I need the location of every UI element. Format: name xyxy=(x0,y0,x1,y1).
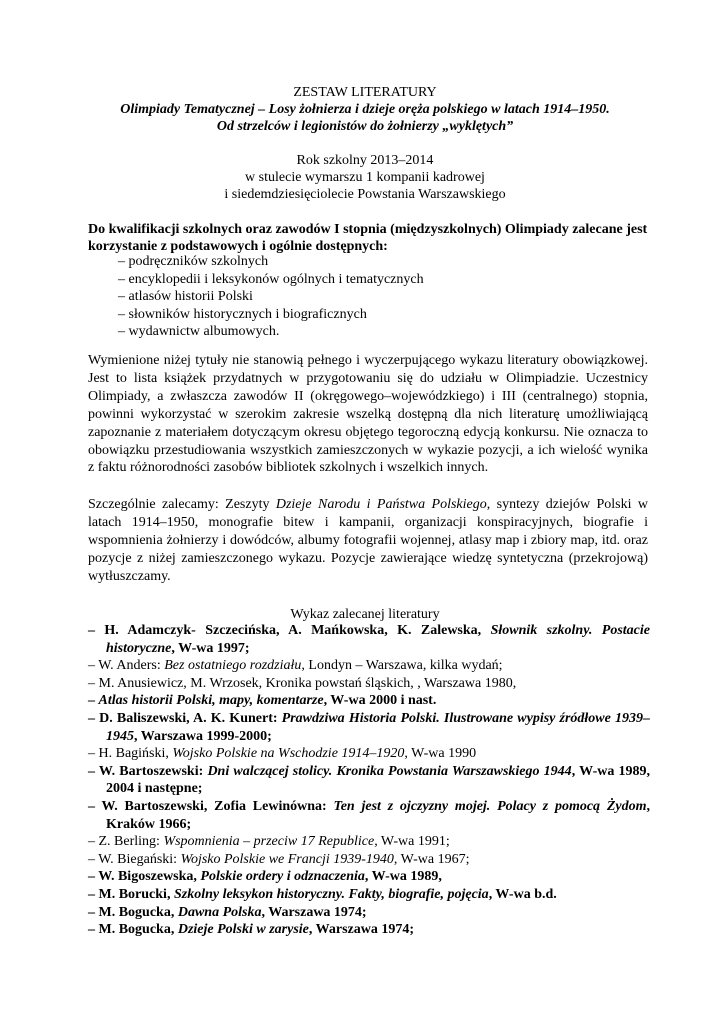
paragraph-1: Wymienione niżej tytuły nie stanowią pełnego i wyczerpującego wykazu literatury obowiązkowej. Jest to lista książek przydatnych w przygotowaniu się do udziału w Olimpiadzie. Uczestnicy Olimpiady, a zwłaszcza zawodów II (okręgowego–wojewódzkiego) i III (centralnego) stopnia, powinni wykorzystać w szerokim zakresie wszelką dostępną dla nich literaturę umożliwiającą zapoznanie z materiałem dotyczącym okresu objętego tegoroczną edycją konkursu. Nie oznacza to obowiązku przestudiowania wszystkich zamieszczonych w wykazie pozycji, a ich wielość wynika z faktu różnorodności zasobów bibliotek szkolnych i wszelkich innych. xyxy=(88,353,648,476)
literature-item: – M. Bogucka, Dawna Polska, Warszawa 1974; xyxy=(88,904,367,920)
list-item: – słowników historycznych i biograficznych xyxy=(118,306,367,322)
list-item: – encyklopedii i leksykonów ogólnych i tematycznych xyxy=(118,271,424,287)
literature-item: – W. Biegański: Wojsko Polskie we Francji 1939-1940, W-wa 1967; xyxy=(88,851,470,867)
document-subtitle-2: Od strzelców i legionistów do żołnierzy „wyklętych” xyxy=(216,119,514,134)
list-item: – wydawnictw albumowych. xyxy=(118,324,280,340)
literature-item: – W. Bartoszewski: Dni walczącej stolicy. Kronika Powstania Warszawskiego 1944, W-wa 1989, 2004 i następne; xyxy=(88,763,651,797)
literature-item: – M. Anusiewicz, M. Wrzosek, Kronika powstań śląskich, , Warszawa 1980, xyxy=(88,675,517,691)
literature-item: – Atlas historii Polski, mapy, komentarze, W-wa 2000 i nast. xyxy=(88,693,437,709)
literature-item: – M. Borucki, Szkolny leksykon historyczny. Fakty, biografie, pojęcia, W-wa b.d. xyxy=(88,886,557,902)
series-title: Dzieje Narodu i Państwa Polskiego xyxy=(275,497,487,512)
school-year: Rok szkolny 2013–2014 xyxy=(296,153,434,168)
anniversary-line-2: i siedemdziesięciolecie Powstania Warszawskiego xyxy=(224,187,506,202)
document-subtitle-1: Olimpiady Tematycznej – Losy żołnierza i dzieje oręża polskiego w latach 1914–1950. xyxy=(120,102,610,117)
literature-item: – H. Bagiński, Wojsko Polskie na Wschodzie 1914–1920, W-wa 1990 xyxy=(88,746,477,762)
document-title: ZESTAW LITERATURY xyxy=(293,85,437,100)
literature-item: – W. Anders: Bez ostatniego rozdziału, Londyn – Warszawa, kilka wydań; xyxy=(88,658,503,674)
paragraph-2: Szczególnie zalecamy: Zeszyty Dzieje Narodu i Państwa Polskiego, syntezy dziejów Polski w latach 1914–1950, monografie bitew i kampanii, organizacji konspiracyjnych, biografie i wspomnienia żołnierzy i dowódców, albumy fotografii wojennej, atlasy map i zbiory map, itd. oraz pozycje z niżej zamieszczonego wykazu. Pozycje zawierające wiedzę syntetyczna (przekrojową) wytłuszczamy. xyxy=(88,497,648,584)
literature-item: – W. Bartoszewski, Zofia Lewinówna: Ten jest z ojczyzny mojej. Polacy z pomocą Żydom, Kraków 1966; xyxy=(88,798,650,832)
intro-paragraph: Do kwalifikacji szkolnych oraz zawodów I stopnia (międzyszkolnych) Olimpiady zalecane jest korzystanie z podstawowych i ogólnie dostępnych: xyxy=(88,222,648,254)
literature-item: – M. Bogucka, Dzieje Polski w zarysie, Warszawa 1974; xyxy=(88,922,415,938)
literature-item: – D. Baliszewski, A. K. Kunert: Prawdziwa Historia Polski. Ilustrowane wypisy źródłowe 1939–1945, Warszawa 1999-2000; xyxy=(88,710,650,744)
recommended-list xyxy=(118,253,424,341)
literature-item: – H. Adamczyk- Szczecińska, A. Mańkowska, K. Zalewska, Słownik szkolny. Postacie historyczne, W-wa 1997; xyxy=(88,623,650,656)
literature-item: – W. Bigoszewska, Polskie ordery i odznaczenia, W-wa 1989, xyxy=(88,869,442,885)
anniversary-line-1: w stulecie wymarszu 1 kompanii kadrowej xyxy=(245,170,485,185)
list-item: – podręczników szkolnych xyxy=(118,254,269,269)
literature-heading: Wykaz zalecanej literatury xyxy=(290,607,440,622)
literature-list xyxy=(88,622,650,939)
literature-item: – Z. Berling: Wspomnienia – przeciw 17 Republice, W-wa 1991; xyxy=(88,834,450,850)
list-item: – atlasów historii Polski xyxy=(118,289,253,305)
